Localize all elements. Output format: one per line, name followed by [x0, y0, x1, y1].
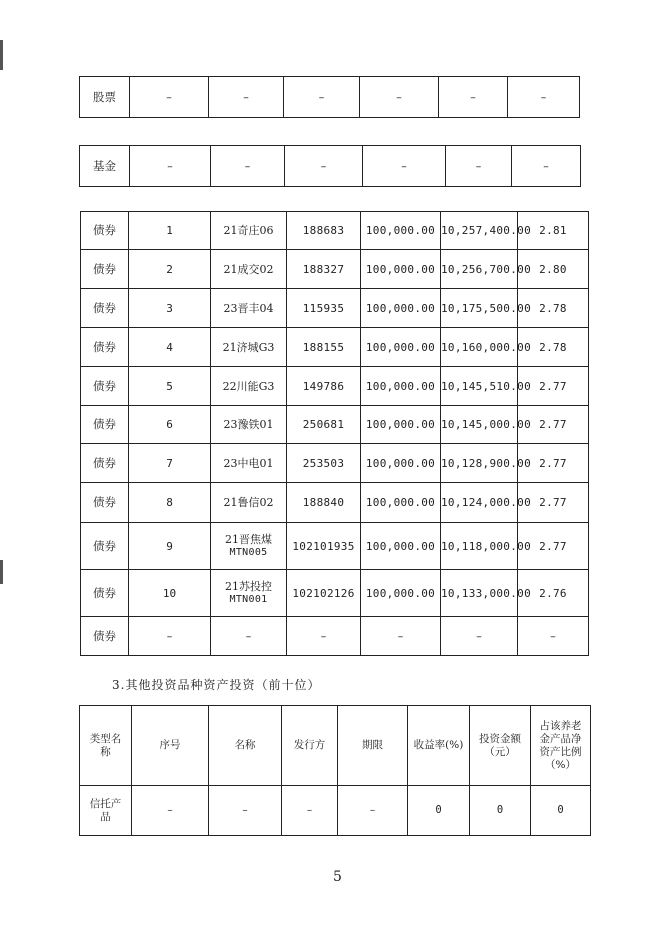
amount-cell: 10,133,000.00	[441, 570, 518, 617]
quantity-cell: 100,000.00	[361, 523, 441, 570]
issuer-cell: –	[282, 786, 338, 836]
cell: –	[209, 77, 284, 118]
type-cell: 债券	[81, 617, 129, 656]
scan-edge-left	[0, 40, 3, 70]
type-cell: 债券	[81, 444, 129, 483]
table-row	[81, 523, 589, 570]
cell: –	[285, 146, 363, 187]
cell: –	[508, 77, 580, 118]
yield-cell: 0	[408, 786, 470, 836]
cell: –	[360, 77, 439, 118]
bond-name-cell: 23豫铁01	[211, 406, 287, 444]
ratio-cell: 2.77	[518, 483, 589, 523]
bond-name-line-1: 21苏投控	[225, 580, 272, 593]
quantity-cell: 100,000.00	[361, 367, 441, 406]
rank-cell: 2	[129, 250, 211, 289]
amount-cell: 10,145,000.00	[441, 406, 518, 444]
type-cell: 债券	[81, 250, 129, 289]
type-cell: 债券	[81, 523, 129, 570]
type-cell: 债券	[81, 328, 129, 367]
cell: –	[363, 146, 446, 187]
header-ratio	[531, 706, 591, 786]
rank-cell: 9	[129, 523, 211, 570]
table-header-row	[80, 706, 591, 786]
type-cell: 股票	[80, 77, 130, 118]
table-row	[80, 77, 580, 118]
bond-name-cell: 22川能G3	[211, 367, 287, 406]
table-row	[81, 367, 589, 406]
type-cell: 基金	[80, 146, 130, 187]
type-cell	[80, 786, 132, 836]
table-row	[81, 617, 589, 656]
amount-cell: 10,256,700.00	[441, 250, 518, 289]
type-cell: 债券	[81, 570, 129, 617]
table-row	[81, 444, 589, 483]
header-type	[80, 706, 132, 786]
type-cell: 债券	[81, 406, 129, 444]
amount-cell: 10,160,000.00	[441, 328, 518, 367]
code-cell: 253503	[287, 444, 361, 483]
cell: –	[439, 77, 508, 118]
rank-cell: 1	[129, 212, 211, 250]
header-yield: 收益率(%)	[408, 706, 470, 786]
type-cell: 债券	[81, 212, 129, 250]
amount-cell: 0	[470, 786, 531, 836]
header-amount-line-1: 投资金额	[479, 732, 521, 745]
table-row	[81, 570, 589, 617]
header-ratio-line-3: 资产比例	[539, 745, 582, 758]
table-row	[81, 406, 589, 444]
scan-edge-left-lower	[0, 560, 3, 584]
amount-cell: 10,145,510.00	[441, 367, 518, 406]
header-amount-line-2: （元）	[484, 745, 516, 758]
ratio-cell: 2.77	[518, 523, 589, 570]
code-cell: 102101935	[287, 523, 361, 570]
rank-cell: 4	[129, 328, 211, 367]
rank-cell: 5	[129, 367, 211, 406]
table-row	[81, 328, 589, 367]
ratio-cell: 2.77	[518, 406, 589, 444]
bond-name-line-1: 21晋焦煤	[225, 533, 272, 546]
bond-name-cell	[211, 570, 287, 617]
quantity-cell: –	[361, 617, 441, 656]
rank-cell: –	[132, 786, 209, 836]
header-type-line-1: 类型名	[89, 732, 122, 745]
section-3-title: 3.其他投资品种资产投资（前十位）	[112, 678, 321, 692]
rank-cell: 7	[129, 444, 211, 483]
quantity-cell: 100,000.00	[361, 212, 441, 250]
quantity-cell: 100,000.00	[361, 406, 441, 444]
ratio-cell: 2.80	[518, 250, 589, 289]
header-term: 期限	[338, 706, 408, 786]
table-row	[81, 483, 589, 523]
header-rank: 序号	[132, 706, 209, 786]
code-cell: 149786	[287, 367, 361, 406]
ratio-cell: 2.81	[518, 212, 589, 250]
rank-cell: 6	[129, 406, 211, 444]
amount-cell: 10,118,000.00	[441, 523, 518, 570]
ratio-cell: 2.77	[518, 444, 589, 483]
bond-name-cell: 21鲁信02	[211, 483, 287, 523]
quantity-cell: 100,000.00	[361, 444, 441, 483]
name-cell: –	[209, 786, 282, 836]
table-row	[81, 250, 589, 289]
code-cell: 250681	[287, 406, 361, 444]
header-issuer: 发行方	[282, 706, 338, 786]
bond-name-line-2: MTN005	[229, 547, 268, 558]
cell: –	[446, 146, 512, 187]
table-row	[81, 212, 589, 250]
ratio-cell: 2.77	[518, 367, 589, 406]
fund-row-table	[79, 145, 581, 187]
ratio-cell: 2.78	[518, 328, 589, 367]
header-amount	[470, 706, 531, 786]
bond-name-line-2: MTN001	[229, 594, 268, 605]
header-type-line-2: 称	[100, 745, 111, 758]
header-ratio-line-2: 金产品净	[539, 732, 582, 745]
table-row	[80, 786, 591, 836]
amount-cell: 10,257,400.00	[441, 212, 518, 250]
bond-name-cell	[211, 523, 287, 570]
type-line-2: 品	[100, 810, 111, 823]
rank-cell: 8	[129, 483, 211, 523]
ratio-cell: 0	[531, 786, 591, 836]
ratio-cell: 2.76	[518, 570, 589, 617]
cell: –	[130, 146, 211, 187]
table-row	[80, 146, 581, 187]
type-cell: 债券	[81, 483, 129, 523]
quantity-cell: 100,000.00	[361, 570, 441, 617]
stock-row-table	[79, 76, 580, 118]
code-cell: 188683	[287, 212, 361, 250]
header-ratio-line-1: 占该养老	[539, 719, 582, 732]
ratio-cell: –	[518, 617, 589, 656]
cell: –	[211, 146, 285, 187]
amount-cell: 10,128,900.00	[441, 444, 518, 483]
header-ratio-line-4: （%）	[545, 758, 576, 771]
code-cell: –	[287, 617, 361, 656]
table-row	[81, 289, 589, 328]
type-cell: 债券	[81, 367, 129, 406]
quantity-cell: 100,000.00	[361, 328, 441, 367]
type-cell: 债券	[81, 289, 129, 328]
type-line-1: 信托产	[89, 797, 122, 810]
bond-name-cell: 21济城G3	[211, 328, 287, 367]
rank-cell: 10	[129, 570, 211, 617]
bond-name-cell: 21成交02	[211, 250, 287, 289]
header-name: 名称	[209, 706, 282, 786]
cell: –	[284, 77, 360, 118]
bond-name-cell: 21奇庄06	[211, 212, 287, 250]
code-cell: 188840	[287, 483, 361, 523]
bond-name-cell: 23晋丰04	[211, 289, 287, 328]
code-cell: 188155	[287, 328, 361, 367]
amount-cell: –	[441, 617, 518, 656]
cell: –	[512, 146, 581, 187]
quantity-cell: 100,000.00	[361, 250, 441, 289]
amount-cell: 10,175,500.00	[441, 289, 518, 328]
rank-cell: –	[129, 617, 211, 656]
rank-cell: 3	[129, 289, 211, 328]
cell: –	[130, 77, 209, 118]
amount-cell: 10,124,000.00	[441, 483, 518, 523]
bond-name-cell: 23中电01	[211, 444, 287, 483]
code-cell: 188327	[287, 250, 361, 289]
other-investments-table	[79, 705, 591, 836]
bond-name-cell: –	[211, 617, 287, 656]
bond-holdings-table	[80, 211, 589, 656]
ratio-cell: 2.78	[518, 289, 589, 328]
term-cell: –	[338, 786, 408, 836]
code-cell: 102102126	[287, 570, 361, 617]
page-number: 5	[333, 869, 342, 885]
quantity-cell: 100,000.00	[361, 289, 441, 328]
code-cell: 115935	[287, 289, 361, 328]
quantity-cell: 100,000.00	[361, 483, 441, 523]
